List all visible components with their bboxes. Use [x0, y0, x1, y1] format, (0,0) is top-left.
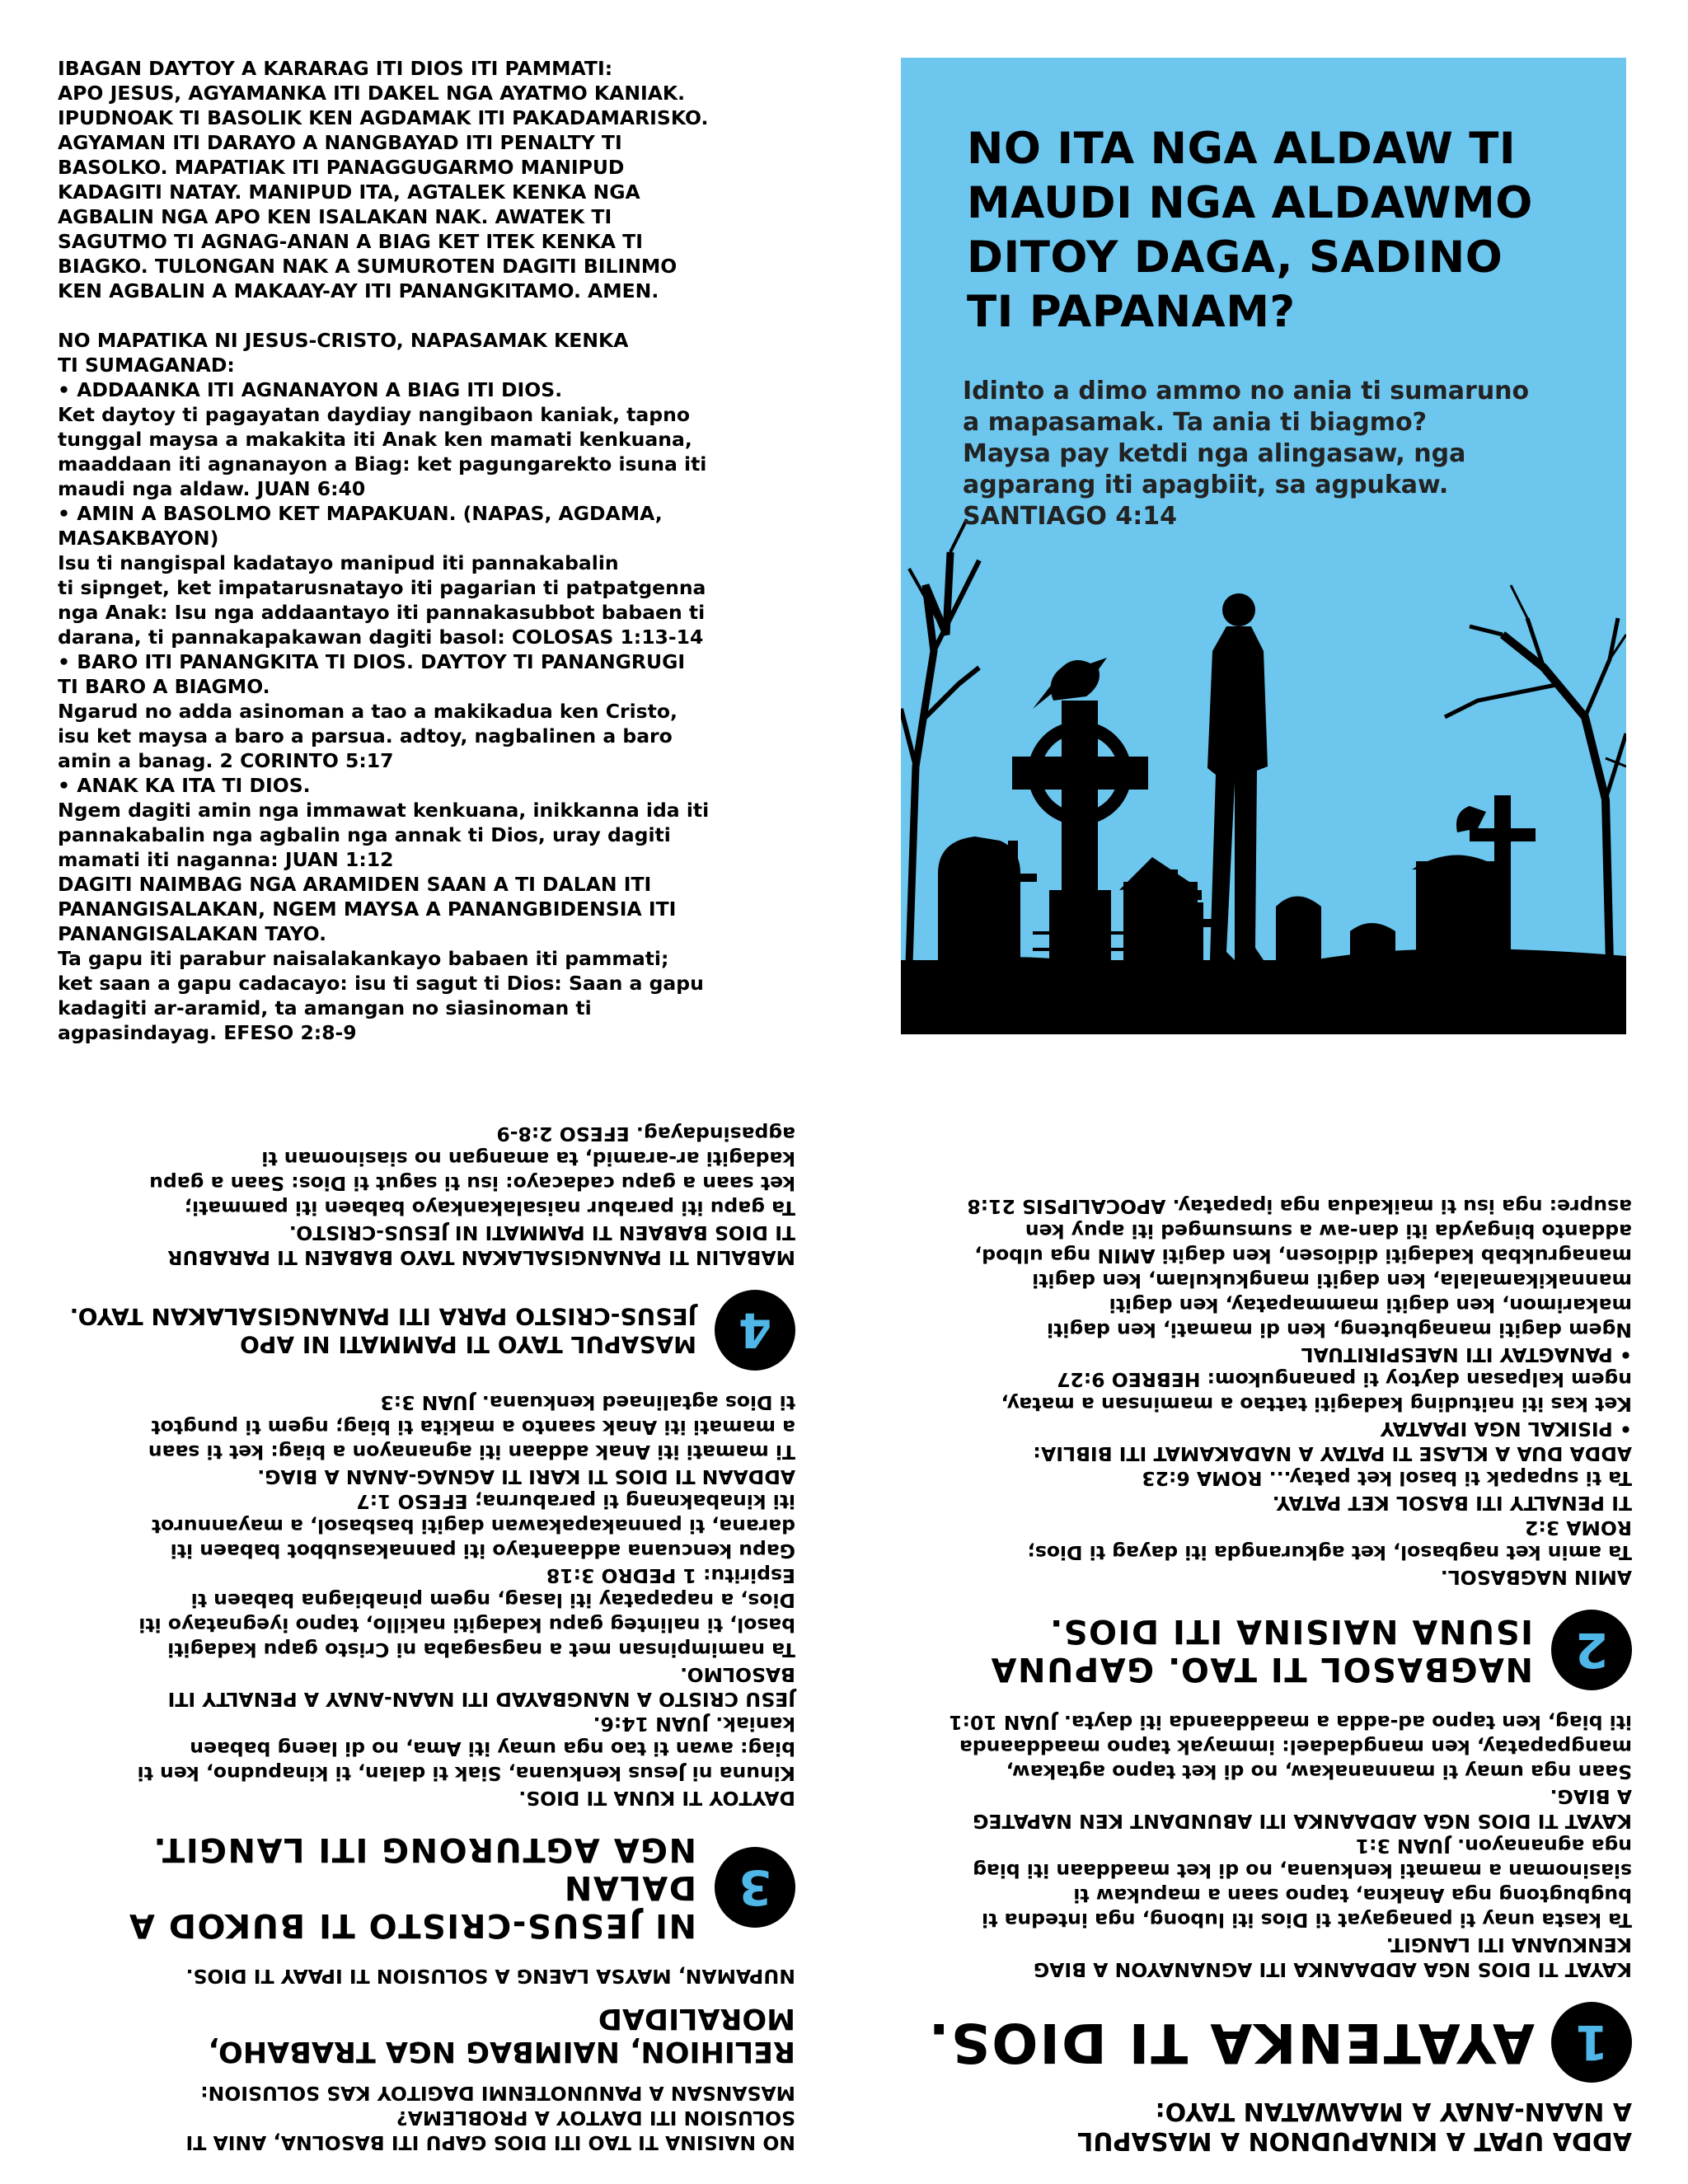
sec1-block: KAYAT TI DIOS NGA ADDAANKA ITI AGNANAYON A BIAG KENKUANA ITI LANGIT.	[1033, 1933, 1632, 1981]
section-heading: AYATENKA TI DIOS.	[926, 2011, 1535, 2074]
cover-card	[901, 58, 1626, 1034]
number-badge: 3	[715, 1847, 795, 1928]
sec2-block: ADDA DUA A KLASE TI PATAY A NADAKAMAT ITI BIBLIA:	[1033, 1442, 1632, 1465]
sec3-block: Ti mamati iti Anak addaan iti agnanayon a biag: ket ti saan a mamati iti Anak saanto a makita ti biag; ngem ti pungtot ti Dios agtalinaed kenkuana. JUAN 3:3	[148, 1391, 795, 1464]
bottom-right-panel	[886, 1125, 1632, 2155]
br-intro: ADDA UPAT A KINAPUDNON A MASAPUL A NAAN-ANAY A MAAWATAN TAYO:	[1077, 2097, 1632, 2155]
sec3-block: Kinuna ni Jesus kenkuana, Siak ti dalan, ti kinapudno, ken ti biag: awan ti tao nga umay iti Ama, no di laeng babaen kaniak. JUAN 14:6.	[137, 1713, 795, 1785]
tl-block: Ngem dagiti amin nga immawat kenkuana, inikkanna ida iti pannakabalin nga agbalin nga annak ti Dios, uray dagiti mamati iti naganna: JUAN 1:12	[58, 799, 710, 871]
card-body: Idinto a dimo ammo no ania ti sumaruno a mapasamak. Ta ania ti biagmo? Maysa pay ketdi nga alingasaw, nga agparang iti apagbiit, sa agpukaw. SANTIAGO 4:14	[963, 377, 1530, 531]
tl-block: Ngarud no adda asinoman a tao a makikadua ken Cristo, isu ket maysa a baro a parsua. adtoy, nagbalinen a baro amin a banag. 2 CORINTO 5:17	[58, 700, 678, 772]
section-2	[886, 1194, 1632, 1690]
sec4-block: Ta gapu iti parabur naisalakankayo babaen iti pammati; ket saan a gapu cadacayo: isu ti sagut ti Dios: Saan a gapu kadagiti ar-aramid, ta amangan no siasinoman ti agpasindayag. EFESO 2:8-9	[149, 1122, 795, 1220]
tl-block: Ket daytoy ti pagayatan daydiay nangibaon kaniak, tapno tunggal maysa a makakita iti Anak ken mamati kenkuana, maaddaan iti agnanayon a Biag: ket pagungarekto isuna iti maudi nga aldaw. JUAN 6:40	[58, 403, 707, 500]
section-heading: NI JESUS-CRISTO TI BUKOD A DALAN NGA AGTURONG ITI LANGIT.	[128, 1830, 696, 1944]
tl-block: • ANAK KA ITA TI DIOS.	[58, 774, 311, 797]
bottom-left-panel	[45, 1122, 795, 2155]
number-badge: 1	[1551, 2002, 1632, 2083]
section-3	[45, 1390, 795, 1944]
prayer-text: IBAGAN DAYTOY A KARARAG ITI DIOS ITI PAMMATI: APO JESUS, AGYAMANKA ITI DAKEL NGA AYATMO KANIAK. IPUDNOAK TI BASOLIK KEN AGDAMAK ITI PAKADAMARISKO. AGYAMAN ITI DARAYO A NANGBAYAD ITI PENALTY TI BASOLKO. MAPATIAK ITI PANAGGUGARMO MANIPUD KADAGITI NATAY. MANIPUD ITA, AGTALEK KENKA NGA AGBALIN NGA APO KEN ISALAKAN NAK. AWATEK TI SAGUTMO TI AGNAG-ANAN A BIAG KET ITEK KENKA TI BIAGKO. TULONGAN NAK A SUMUROTEN DAGITI BILINMO KEN AGBALIN A MAKAAY-AY ITI PANANGKITAMO. AMEN.	[58, 57, 709, 302]
sec1-block: KAYAT TI DIOS NGA ADDAANKA ITI ABUNDANT KEN NAPATEG A BIAG.	[973, 1785, 1632, 1833]
section-4	[45, 1122, 795, 1371]
sec2-block: Ta ti supapak ti basol ket patay... ROMA 6:23	[1142, 1467, 1632, 1490]
card-title: NO ITA NGA ALDAW TI MAUDI NGA ALDAWMO DITOY DAGA, SADINO TI PAPANAM?	[967, 124, 1533, 337]
sec2-block: Ta amin ket nagbasol, ket agkurangda iti dayag ti Dios; ROMA 3:2	[1027, 1516, 1632, 1564]
section-heading: NAGBASOL TI TAO. GAPUNA ISUNA NAISINA ITI DIOS.	[990, 1612, 1533, 1688]
tl-block: DAGITI NAIMBAG NGA ARAMIDEN SAAN A TI DALAN ITI PANANGISALAKAN, NGEM MAYSA A PANANGBIDENSIA ITI PANANGISALAKAN TAYO.	[58, 873, 677, 945]
sec3-block: Gapu kencuana addaantayo iti pannakasubbot babaen iti darana, ti pannakapakawan dagiti basbasol, a mayannurot iti kinabaknang ti paraburna; EFESO 1:7	[151, 1490, 795, 1563]
sec3-block: ADDAAN TI DIOS TI KARI TI AGNAG-ANAN A BIAG.	[257, 1465, 795, 1488]
tl-block: • BARO ITI PANANGKITA TI DIOS. DAYTOY TI PANANGRUGI TI BARO A BIAGMO.	[58, 650, 686, 698]
tl-block: Isu ti nangispal kadatayo manipud iti pannakabalin ti sipnget, ket impatarusnatayo iti pagarian ti patpatgenna nga Anak: Isu nga addaantayo iti pannakasubbot babaen ti darana, ti pannakapakawan dagiti basol: COLOSAS 1:13-14	[58, 551, 706, 649]
tl-block: NO MAPATIKA NI JESUS-CRISTO, NAPASAMAK KENKA TI SUMAGANAD:	[58, 329, 629, 377]
bl-nupaman: NUPAMAN, MAYSA LAENG A SOLUSION TI IPAAY TI DIOS.	[185, 1965, 795, 1988]
number-badge: 4	[715, 1290, 795, 1371]
sec3-block: Ta namimpinsan met a nagsagaba ni Cristo gapu kadagiti basol, ti nalinteg gapu kadagiti nakillo, tapno iyegnatayo iti Dios, a napapatay iti lasag, ngem pinabiagna babaen ti Espiritu: 1 PEDRO 3:18	[138, 1564, 795, 1661]
sec2-block: TI PENALTY ITI BASOL KET PATAY.	[1272, 1492, 1632, 1515]
sec1-block: Ta kasta unay ti panagayat ti Dios iti lubong, nga intedna ti bugbugtong nga Anakna, tapno saan a mapukaw ti siasinoman a mamati kenkuana, no di ket maaddaan iti biag nga agnanayon. JUAN 3:1	[973, 1835, 1632, 1932]
bl-intro: NO NAISINA TI TAO ITI DIOS GAPU ITI BASOLNA, ANIA TI SOLUSION ITI DAYTOY A PROBLEMA? MASANSAN A PANUNOTENMI DAGITOY KAS SOLUSION:	[185, 2082, 795, 2154]
section-1	[886, 1710, 1632, 2083]
sec4-block: MABALIN TI PANANGISALAKAN TAYO BABAEN TI PARABUR TI DIOS BABAEN TI PAMMATI NI JESUS-CRISTO.	[167, 1221, 795, 1269]
tl-block: • AMIN A BASOLMO KET MAPAKUAN. (NAPAS, AGDAMA, MASAKBAYON)	[58, 502, 663, 550]
section-heading: MASAPUL TAYO TI PAMMATI NI APO JESUS-CRISTO PARA ITI PANANGISALAKAN TAYO.	[69, 1303, 696, 1358]
sec3-block: DAYTOY TI KUNA TI DIOS.	[518, 1787, 795, 1810]
tl-block: • ADDAANKA ITI AGNANAYON A BIAG ITI DIOS.	[58, 378, 563, 401]
bl-religions: RELIHION, NAIMBAG NGA TRABAHO, MORALIDAD	[208, 2002, 795, 2068]
top-left-panel	[58, 56, 824, 1045]
sec2-block: • PISIKAL NGA IPAATAY Ket kas iti naituding kadagiti tattao a maminsan a matay, ngem kalpasan daytoy ti panangukom: HEBREO 9:27	[1001, 1368, 1632, 1441]
sec2-block: AMIN NAGBASOL.	[1440, 1566, 1632, 1589]
sec2-block: • PANAGTAY ITI NAESPIRITUAL Ngem dagiti managbuteng, ken di mamati, ken dagiti makarimon, ken dagiti mammapatay, ken dagiti mannakikamalala, ken dagiti mangkukulam, ken dagiti managrukbab kadagiti didiosen, ken dagiti AMIN nga ulbod, addanto bingayda iti dan-aw a sumsumged iti apuy ken asupre: nga isu ti maikadua nga ipapatay. APOCALIPSIS 21:8	[967, 1195, 1632, 1366]
number-badge: 2	[1551, 1610, 1632, 1690]
sec1-block: Saan nga umay ti mannanakaw, no di ket tapno agtakaw, mangpapatay, ken mangdadael: immayak tapno maaddaanda iti biag, ken tapno ad-adda a maaddaanda iti dayta. JUAN 10:1	[949, 1711, 1632, 1783]
tl-block: Ta gapu iti parabur naisalakankayo babaen iti pammati; ket saan a gapu cadacayo: isu ti sagut ti Dios: Saan a gapu kadagiti ar-aramid, ta amangan no siasinoman ti agpasindayag. EFESO 2:8-9	[58, 947, 704, 1044]
sec3-block: JESU CRISTO A NANGBAYAD ITI NAAN-ANAY A PENALTY ITI BASOLMO.	[167, 1663, 795, 1711]
